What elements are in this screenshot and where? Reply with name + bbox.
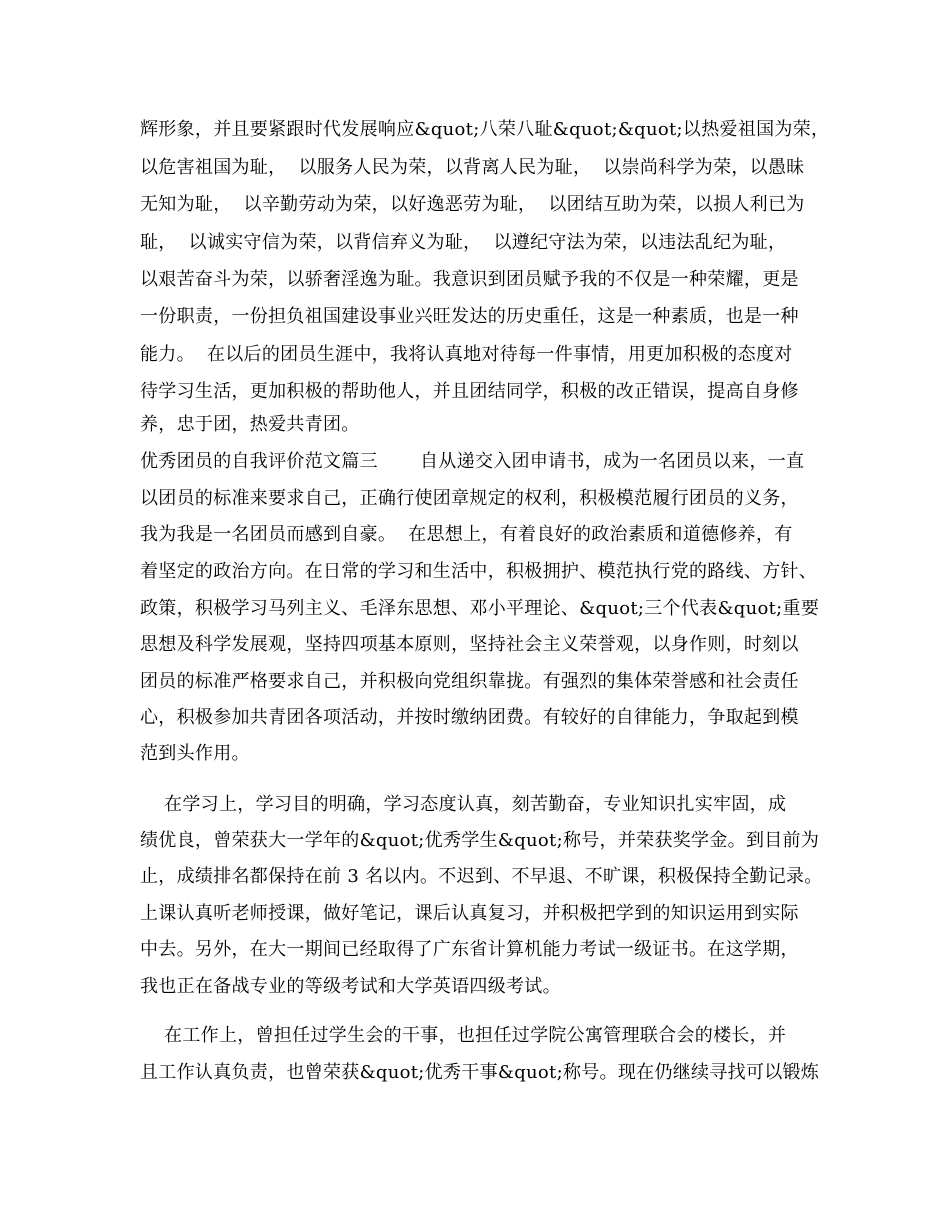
text-line: 止，成绩排名都保持在前 3 名以内。不迟到、不早退、不旷课，积极保持全勤记录。 xyxy=(140,866,823,887)
text-line: 着坚定的政治方向。在日常的学习和生活中，积极拥护、模范执行党的路线、方针、 xyxy=(140,561,818,582)
text-line: 待学习生活，更加积极的帮助他人，并且团结同学，积极的改正错误，提高自身修 xyxy=(140,381,799,402)
text-line: 中去。另外，在大一期间已经取得了广东省计算机能力考试一级证书。在这学期， xyxy=(140,939,799,960)
text-line: 绩优良，曾荣获大一学年的&quot;优秀学生&quot;称号，并荣获奖学金。到目前为 xyxy=(140,830,820,851)
text-line: 思想及科学发展观，坚持四项基本原则，坚持社会主义荣誉观，以身作则，时刻以 xyxy=(140,634,799,655)
text-line: 心，积极参加共青团各项活动，并按时缴纳团费。有较好的自律能力，争取起到模 xyxy=(140,707,799,728)
text-line: 以艰苦奋斗为荣，以骄奢淫逸为耻。我意识到团员赋予我的不仅是一种荣耀，更是 xyxy=(140,269,799,290)
text-line: 能力。 在以后的团员生涯中，我将认真地对待每一件事情，用更加积极的态度对 xyxy=(140,344,793,365)
text-line: 团员的标准严格要求自己，并积极向党组织靠拢。有强烈的集体荣誉感和社会责任 xyxy=(140,671,799,692)
text-line: 政策，积极学习马列主义、毛泽东思想、邓小平理论、&quot;三个代表&quot;重要 xyxy=(140,598,820,619)
text-line: 以危害祖国为耻， 以服务人民为荣，以背离人民为耻， 以崇尚科学为荣，以愚昧 xyxy=(140,157,805,178)
text-line: 且工作认真负责，也曾荣获&quot;优秀干事&quot;称号。现在仍继续寻找可以锻炼 xyxy=(140,1062,820,1083)
text-line: 无知为耻， 以辛勤劳动为荣，以好逸恶劳为耻， 以团结互助为荣，以损人利已为 xyxy=(140,194,805,215)
text-line: 以团员的标准来要求自己，正确行使团章规定的权利，积极模范履行团员的义务， xyxy=(140,488,799,509)
text-line: 上课认真听老师授课，做好笔记，课后认真复习，并积极把学到的知识运用到实际 xyxy=(140,903,799,924)
text-line: 养，忠于团，热爱共青团。 xyxy=(140,414,360,435)
text-line: 一份职责，一份担负祖国建设事业兴旺发达的历史重任，这是一种素质，也是一种 xyxy=(140,306,799,327)
text-line: 我为我是一名团员而感到自豪。 在思想上，有着良好的政治素质和道德修养，有 xyxy=(140,524,793,545)
paragraph-start-line: 在学习上，学习目的明确，学习态度认真，刻苦勤奋，专业知识扎实牢固，成 xyxy=(140,794,787,815)
text-line: 范到头作用。 xyxy=(140,743,250,764)
text-line: 耻， 以诚实守信为荣，以背信弃义为耻， 以遵纪守法为荣，以违法乱纪为耻， xyxy=(140,232,787,253)
text-line: 辉形象，并且要紧跟时代发展响应&quot;八荣八耻&quot;&quot;以热爱祖国为荣， xyxy=(140,119,830,140)
text-line: 我也正在备战专业的等级考试和大学英语四级考试。 xyxy=(140,976,561,997)
paragraph-start-line: 在工作上，曾担任过学生会的干事，也担任过学院公寓管理联合会的楼长，并 xyxy=(140,1025,787,1046)
section-heading-line: 优秀团员的自我评价范文篇三 自从递交入团申请书，成为一名团员以来，一直 xyxy=(140,451,805,472)
